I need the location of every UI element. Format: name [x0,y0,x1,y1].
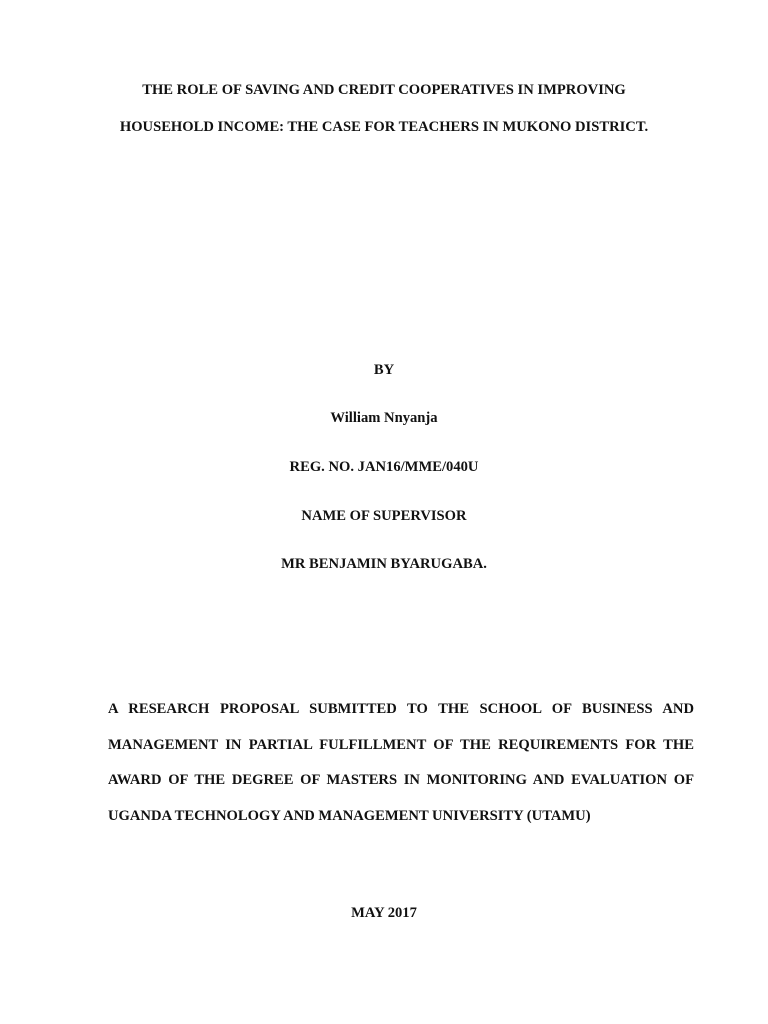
submission-line-4: UGANDA TECHNOLOGY AND MANAGEMENT UNIVERSITY (UTAMU) [108,808,591,824]
by-label: BY [373,362,395,378]
supervisor-heading: NAME OF SUPERVISOR [301,508,467,524]
submission-line-3: AWARD OF THE DEGREE OF MASTERS IN MONITORING AND EVALUATION OF [108,772,694,788]
title-line-1: THE ROLE OF SAVING AND CREDIT COOPERATIVES IN IMPROVING [142,82,626,98]
author-name: William Nnyanja [330,410,438,426]
registration-number: REG. NO. JAN16/MME/040U [289,459,479,475]
submission-line-2: MANAGEMENT IN PARTIAL FULFILLMENT OF THE REQUIREMENTS FOR THE [108,737,694,753]
title-line-2: HOUSEHOLD INCOME: THE CASE FOR TEACHERS IN MUKONO DISTRICT. [119,119,649,135]
supervisor-name: MR BENJAMIN BYARUGABA. [281,556,487,572]
submission-line-1: A RESEARCH PROPOSAL SUBMITTED TO THE SCHOOL OF BUSINESS AND [108,701,694,717]
submission-date: MAY 2017 [351,905,417,921]
